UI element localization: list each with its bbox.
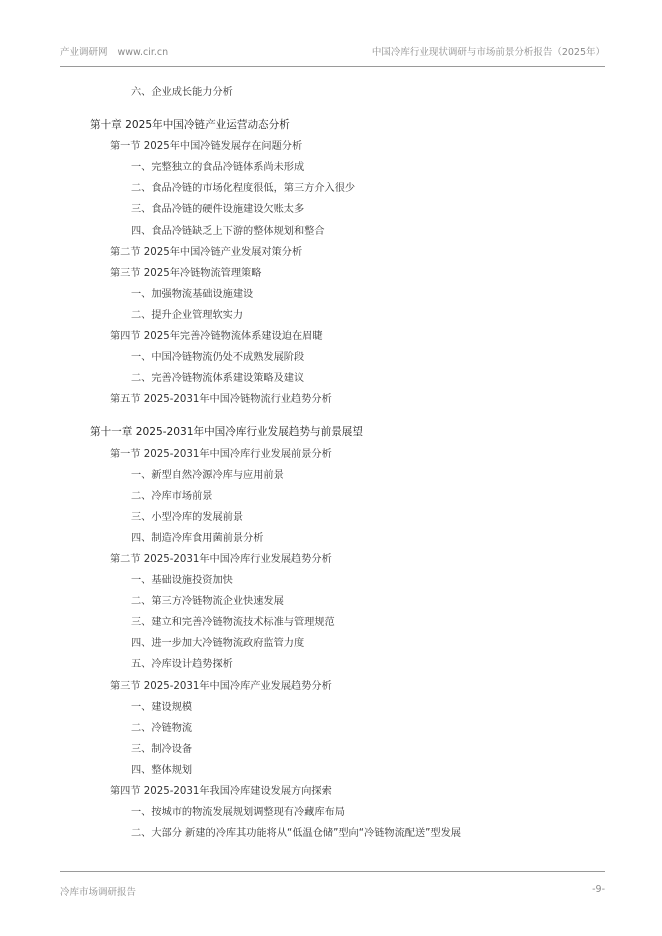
toc-section: 第一节 2025年中国冷链发展存在问题分析 (110, 141, 303, 153)
toc-item: 四、食品冷链缺乏上下游的整体规划和整合 (131, 225, 325, 237)
toc-section: 第五节 2025-2031年中国冷链物流行业趋势分析 (110, 394, 332, 406)
toc-item: 一、基础设施投资加快 (131, 575, 233, 587)
toc-section: 第四节 2025年完善冷链物流体系建设迫在眉睫 (110, 331, 323, 343)
toc-chapter: 第十章 2025年中国冷链产业运营动态分析 (90, 119, 290, 132)
toc-item: 二、大部分 新建的冷库其功能将从“低温仓储”型向“冷链物流配送”型发展 (131, 828, 461, 840)
toc-item: 四、制造冷库食用菌前景分析 (131, 532, 264, 544)
page-footer (60, 871, 605, 902)
toc-item: 四、整体规划 (131, 764, 193, 776)
toc-item: 三、食品冷链的硬件设施建设欠账太多 (131, 204, 305, 216)
toc-section: 第四节 2025-2031年我国冷库建设发展方向探索 (110, 786, 332, 797)
page-header (60, 40, 605, 67)
header-report-title: 中国冷库行业现状调研与市场前景分析报告（2025年） (371, 47, 605, 58)
toc-item: 二、第三方冷链物流企业快速发展 (131, 596, 284, 608)
toc-item: 二、食品冷链的市场化程度很低，第三方介入很少 (131, 183, 356, 195)
toc-item: 三、小型冷库的发展前景 (131, 511, 244, 523)
toc-item: 六、企业成长能力分析 (131, 87, 233, 98)
toc-item: 一、中国冷链物流仍处不成熟发展阶段 (131, 352, 305, 364)
toc-item: 三、制冷设备 (131, 743, 193, 755)
toc-item: 二、提升企业管理软实力 (131, 309, 244, 321)
toc-item: 一、建设规模 (131, 701, 193, 713)
toc-chapter: 第十一章 2025-2031年中国冷库行业发展趋势与前景展望 (90, 426, 363, 439)
toc-item: 二、冷库市场前景 (131, 490, 213, 502)
toc-item: 五、冷库设计趋势探析 (131, 659, 233, 671)
toc-section: 第二节 2025-2031年中国冷库行业发展趋势分析 (110, 553, 332, 565)
toc-section: 第三节 2025年冷链物流管理策略 (110, 267, 262, 279)
table-of-contents (0, 82, 662, 844)
toc-item: 一、完整独立的食品冷链体系尚未形成 (131, 162, 305, 174)
toc-item: 一、加强物流基础设施建设 (131, 288, 254, 300)
toc-section: 第一节 2025-2031年中国冷库行业发展前景分析 (110, 448, 332, 460)
footer-report-name: 冷库市场调研报告 (60, 887, 137, 898)
header-site-url: www.cir.cn (117, 47, 169, 58)
toc-section: 第二节 2025年中国冷链产业发展对策分析 (110, 246, 303, 258)
toc-item: 二、冷链物流 (131, 722, 193, 734)
header-site-name: 产业调研网 (60, 47, 108, 58)
toc-item: 一、新型自然冷源冷库与应用前景 (131, 469, 284, 481)
header-site (60, 44, 168, 58)
toc-item: 三、建立和完善冷链物流技术标准与管理规范 (131, 617, 335, 629)
page-number: -9- (592, 884, 605, 895)
toc-item: 一、按城市的物流发展规划调整现有冷藏库布局 (131, 807, 345, 819)
toc-item: 二、完善冷链物流体系建设策略及建议 (131, 373, 305, 385)
toc-item: 四、进一步加大冷链物流政府监管力度 (131, 638, 305, 650)
toc-section: 第三节 2025-2031年中国冷库产业发展趋势分析 (110, 680, 332, 692)
